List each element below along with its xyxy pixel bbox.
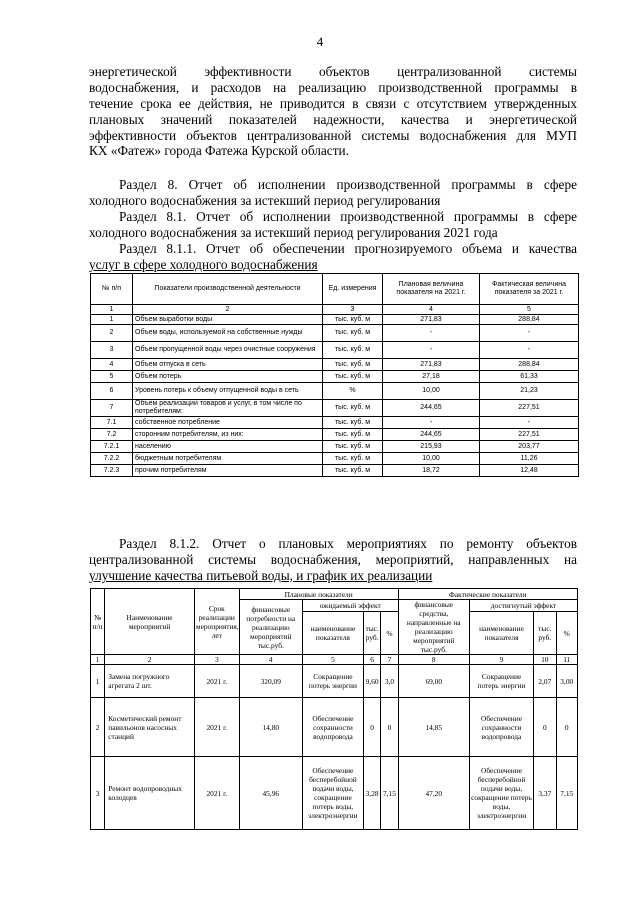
table-body <box>91 315 579 477</box>
table-row <box>91 315 579 325</box>
heading-line: улучшение качества питьевой воды, и график их реализации <box>89 567 433 583</box>
header-cell: Фактическая величина показателя за 2021 г. <box>480 274 579 305</box>
header-cell: % <box>556 612 578 655</box>
header-cell: № п/п <box>91 589 105 655</box>
table-cell: тыс. куб. м <box>323 359 383 371</box>
column-number: 8 <box>398 655 469 665</box>
table-cell: 271,83 <box>383 315 480 325</box>
heading-line: централизованной системы водоснабжения, мероприятий, направленных на <box>89 551 577 567</box>
table-cell: прочим потребителям <box>133 465 323 477</box>
table-cell: 203,77 <box>480 441 579 453</box>
table-cell: Объем воды, используемой на собственные нужды <box>133 325 323 342</box>
table-cell: Замена погружного агрегата 2 шт. <box>105 665 195 698</box>
column-number-row <box>91 305 579 315</box>
table-cell: 3,37 <box>534 757 556 830</box>
table-cell: 2 <box>91 325 133 342</box>
header-cell: Плановые показатели <box>239 589 398 600</box>
table-cell: 12,48 <box>480 465 579 477</box>
table-cell: 4 <box>91 359 133 371</box>
table-row <box>91 371 579 383</box>
column-number: 7 <box>381 655 398 665</box>
table-cell: Обеспечение сохранности водопровода <box>469 698 533 757</box>
table-cell: 7.2.2 <box>91 453 133 465</box>
table-cell: 3,00 <box>556 665 578 698</box>
heading-line: холодного водоснабжения за истекший период регулирования <box>89 192 441 208</box>
heading-line: Раздел 8.1.2. Отчет о плановых мероприятиях по ремонту объектов <box>119 536 577 551</box>
table-row <box>91 342 579 359</box>
header-cell: финансовые средства, направленные на реализацию мероприятий тыс.руб. <box>398 600 469 655</box>
table-header-row <box>91 274 579 305</box>
header-cell: тыс. руб. <box>534 612 556 655</box>
table-cell: тыс. куб. м <box>323 400 383 417</box>
table-cell: 14,85 <box>398 698 469 757</box>
table-cell: Объем реализации товаров и услуг, в том числе по потребителям: <box>133 400 323 417</box>
table-cell: 271,83 <box>383 359 480 371</box>
table-cell: 7.2.3 <box>91 465 133 477</box>
table-cell: 2021 г. <box>194 698 239 757</box>
column-number: 10 <box>534 655 556 665</box>
table-cell: 1 <box>91 665 105 698</box>
table-cell: 9,60 <box>363 665 380 698</box>
table-cell: 0 <box>363 698 380 757</box>
table-cell: 227,51 <box>480 429 579 441</box>
table-row <box>91 665 578 698</box>
table-row <box>91 383 579 400</box>
column-number: 4 <box>239 655 302 665</box>
table-cell: 45,96 <box>239 757 302 830</box>
paragraph-line: течение срока ее действия, не приводится в связи с отсутствием утвержденных <box>89 95 577 111</box>
column-number: 2 <box>105 655 195 665</box>
table-cell: тыс. куб. м <box>323 315 383 325</box>
table-cell: 244,65 <box>383 400 480 417</box>
heading-line: Раздел 8.1. Отчет об исполнении производственной программы в сфере <box>119 209 577 224</box>
table-cell: 14,80 <box>239 698 302 757</box>
column-number: 1 <box>91 655 105 665</box>
table-row <box>91 465 579 477</box>
table-cell: тыс. куб. м <box>323 342 383 359</box>
table-cell: бюджетным потребителям <box>133 453 323 465</box>
table-cell: Ремонт водопроводных колодцев <box>105 757 195 830</box>
paragraph-line: эффективности объектов централизованной системы водоснабжения для МУП <box>89 127 577 143</box>
table-cell: Объем потерь <box>133 371 323 383</box>
table-row <box>91 417 579 429</box>
table-cell: 11,26 <box>480 453 579 465</box>
table-cell: 47,20 <box>398 757 469 830</box>
table-cell: тыс. куб. м <box>323 429 383 441</box>
table-cell: 3 <box>91 342 133 359</box>
table-cell: 244,65 <box>383 429 480 441</box>
header-cell: % <box>381 612 398 655</box>
table-cell: 10,00 <box>383 453 480 465</box>
table-cell: тыс. куб. м <box>323 441 383 453</box>
header-cell: ожидаемый эффект <box>302 600 398 612</box>
header-cell: Показатели производственной деятельности <box>133 274 323 305</box>
table-cell: Обеспечение бесперебойной подачи воды, сокращение потерь воды, электроэнергии <box>302 757 363 830</box>
table-cell: - <box>383 342 480 359</box>
table-row <box>91 400 579 417</box>
table-cell: Объем выработки воды <box>133 315 323 325</box>
table-cell: - <box>480 325 579 342</box>
column-number: 11 <box>556 655 578 665</box>
table-cell: сторонним потребителям, из них: <box>133 429 323 441</box>
table-cell: 3 <box>91 757 105 830</box>
heading-line: услуг в сфере холодного водоснабжения <box>89 256 318 272</box>
header-cell: Ед. измерения <box>323 274 383 305</box>
column-number: 5 <box>480 305 579 315</box>
table-cell: 2021 г. <box>194 665 239 698</box>
table-cell: 5 <box>91 371 133 383</box>
table-row <box>91 453 579 465</box>
header-cell: Срок реализации мероприятия, лет <box>194 589 239 655</box>
table-body <box>91 665 578 830</box>
table-cell: тыс. куб. м <box>323 371 383 383</box>
column-number: 4 <box>383 305 480 315</box>
header-cell: Фактические показатели <box>398 589 577 600</box>
column-number-row <box>91 655 578 665</box>
table-cell: Объем отпуска в сеть <box>133 359 323 371</box>
section-8-1-1-heading <box>89 241 577 273</box>
header-cell: финансовые потребности на реализацию мероприятий тыс.руб. <box>239 600 302 655</box>
table-cell: Объем пропущенной воды через очистные сооружения <box>133 342 323 359</box>
table-cell: Сокращение потерь энергии <box>469 665 533 698</box>
column-number: 3 <box>194 655 239 665</box>
paragraph-line: энергетической эффективности объектов централизованной системы <box>89 64 577 79</box>
table-cell: 3,0 <box>381 665 398 698</box>
column-number: 3 <box>323 305 383 315</box>
column-number: 5 <box>302 655 363 665</box>
water-volume-table <box>90 273 579 477</box>
column-number: 9 <box>469 655 533 665</box>
table-cell: Сокращение потерь энергии <box>302 665 363 698</box>
column-number: 2 <box>133 305 323 315</box>
heading-line: Раздел 8. Отчет об исполнении производственной программы в сфере <box>119 177 577 192</box>
header-cell: № п/п <box>91 274 133 305</box>
table-cell: Обеспечение сохранности водопровода <box>302 698 363 757</box>
section-8-1-2-heading <box>89 536 577 584</box>
table-cell: собственное потребление <box>133 417 323 429</box>
table-cell: 18,72 <box>383 465 480 477</box>
section-8-1-heading <box>89 209 577 241</box>
heading-line: Раздел 8.1.1. Отчет об обеспечении прогнозируемого объема и качества <box>119 241 577 256</box>
table-cell: 69,00 <box>398 665 469 698</box>
header-cell: Наименование мероприятий <box>105 589 195 655</box>
table-cell: 7 <box>91 400 133 417</box>
table-cell: % <box>323 383 383 400</box>
header-cell: наименование показателя <box>302 612 363 655</box>
table-header-row <box>91 589 578 600</box>
table-cell: - <box>383 325 480 342</box>
table-cell: 27,18 <box>383 371 480 383</box>
heading-line: холодного водоснабжения за истекший период регулирования 2021 года <box>89 224 498 240</box>
table-cell: тыс. куб. м <box>323 325 383 342</box>
column-number: 6 <box>363 655 380 665</box>
section-8-heading <box>89 177 577 209</box>
table-cell: Косметический ремонт павильонов насосных станций <box>105 698 195 757</box>
table-cell: 21,23 <box>480 383 579 400</box>
table-cell: - <box>480 342 579 359</box>
table-cell: 320,09 <box>239 665 302 698</box>
table-cell: 0 <box>534 698 556 757</box>
table-cell: 0 <box>556 698 578 757</box>
table-cell: 2 <box>91 698 105 757</box>
table-cell: 7.2.1 <box>91 441 133 453</box>
header-cell: достигнутый эффект <box>469 600 577 612</box>
table-cell: Уровень потерь к объему отпущенной воды в сеть <box>133 383 323 400</box>
table-row <box>91 441 579 453</box>
table-row <box>91 698 578 757</box>
table-cell: 7.2 <box>91 429 133 441</box>
column-number: 1 <box>91 305 133 315</box>
table-cell: 2,07 <box>534 665 556 698</box>
table-cell: 288,84 <box>480 359 579 371</box>
table-cell: 2021 г. <box>194 757 239 830</box>
table-cell: Обеспечение бесперебойной подачи воды, сокращение потерь воды, электроэнергии <box>469 757 533 830</box>
table-cell: 10,00 <box>383 383 480 400</box>
table-row <box>91 429 579 441</box>
table-cell: 3,28 <box>363 757 380 830</box>
header-cell: тыс. руб. <box>363 612 380 655</box>
paragraph-line: КХ «Фатеж» города Фатежа Курской области. <box>89 143 349 159</box>
table-cell: тыс. куб. м <box>323 417 383 429</box>
table-cell: 7,15 <box>381 757 398 830</box>
header-cell: Плановая величина показателя на 2021 г. <box>383 274 480 305</box>
table-cell: 7.1 <box>91 417 133 429</box>
table-cell: 7,15 <box>556 757 578 830</box>
table-cell: тыс. куб. м <box>323 465 383 477</box>
paragraph-line: плановых значений показателей надежности, качества и энергетической <box>89 111 577 127</box>
page-number: 4 <box>316 34 324 49</box>
table-cell: 0 <box>381 698 398 757</box>
table-cell: населению <box>133 441 323 453</box>
table-row <box>91 359 579 371</box>
table-cell: 215,93 <box>383 441 480 453</box>
table-cell: 1 <box>91 315 133 325</box>
table-cell: - <box>480 417 579 429</box>
table-row <box>91 757 578 830</box>
table-cell: тыс. куб. м <box>323 453 383 465</box>
header-cell: наименование показателя <box>469 612 533 655</box>
table-cell: 227,51 <box>480 400 579 417</box>
table-cell: 288,84 <box>480 315 579 325</box>
table-cell: 61,33 <box>480 371 579 383</box>
repair-measures-table <box>90 588 578 830</box>
table-cell: - <box>383 417 480 429</box>
table-cell: 6 <box>91 383 133 400</box>
paragraph-line: водоснабжения, и расходов на реализацию производственной программы в <box>89 79 577 95</box>
intro-paragraph <box>89 64 577 159</box>
table-row <box>91 325 579 342</box>
